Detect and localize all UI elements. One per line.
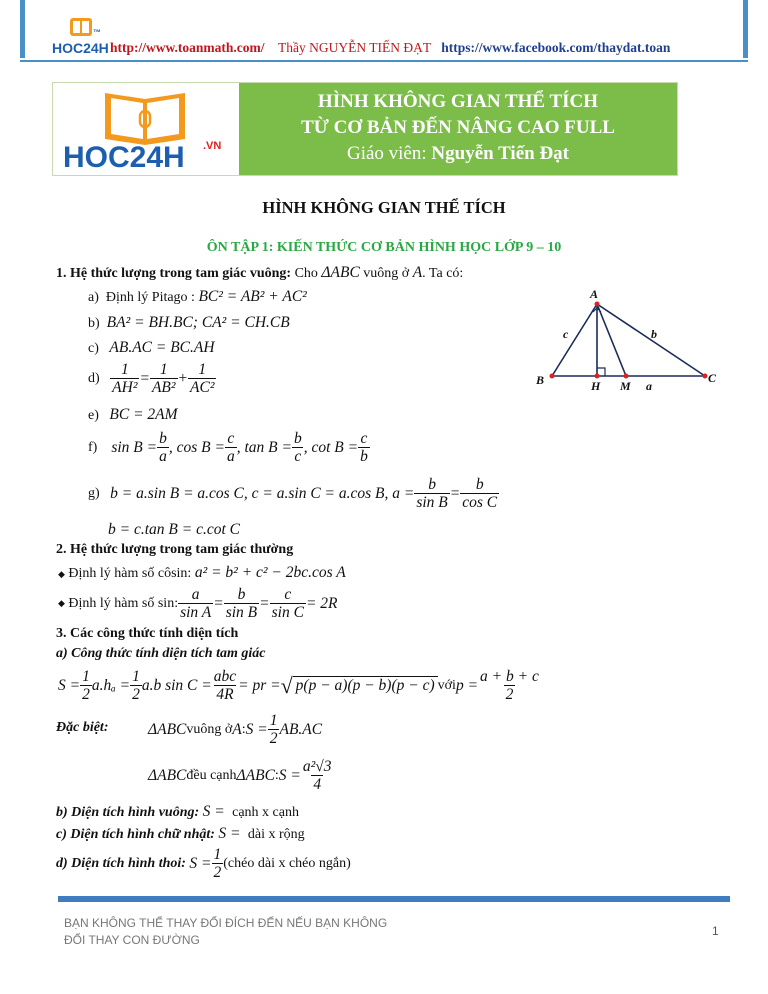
bullet-icon: ◆ bbox=[58, 598, 65, 608]
course-banner bbox=[52, 82, 678, 176]
s3-special-label: Đặc biệt: bbox=[56, 720, 109, 735]
s1-heading: 1. Hệ thức lượng trong tam giác vuông: Cho ΔABC vuông ở A. Ta có: bbox=[56, 264, 464, 281]
label-A: A bbox=[590, 287, 599, 301]
right-triangle-diagram bbox=[530, 284, 720, 394]
label-H: H bbox=[591, 379, 601, 393]
banner-line-1: HÌNH KHÔNG GIAN THỂ TÍCH bbox=[317, 91, 599, 112]
header-brand-text: HOC24H bbox=[52, 40, 109, 56]
s3c-rectangle: c) Diện tích hình chữ nhật: S = dài x rộng bbox=[56, 825, 305, 842]
s3-special-right: ΔABC vuông ở A : S = $\frac{1}{2}$ AB.AC bbox=[148, 712, 323, 747]
point-M bbox=[624, 374, 629, 379]
label-side-b: b bbox=[651, 327, 657, 341]
banner-logo bbox=[53, 83, 239, 175]
banner-line-2: TỪ CƠ BẢN ĐẾN NÂNG CAO FULL bbox=[301, 117, 615, 138]
header-url-toanmath[interactable]: http://www.toanmath.com/ bbox=[110, 40, 265, 55]
s3a-triangle-area: S = $\frac{1}{2}$ a.hₐ = $\frac{1}{2}$ a.b sin C = $\frac{\text{abc}}{4R}$ = pr = √ p(p − a)(p − b)(p − c) với p = $\frac{a + b + c}{2}$ bbox=[58, 668, 539, 703]
header-rule bbox=[20, 60, 748, 62]
banner-title-box bbox=[239, 83, 677, 175]
s1-item-a: a) Định lý Pitago : BC² = AB² + AC² bbox=[88, 288, 307, 305]
label-side-a: a bbox=[646, 379, 652, 393]
page-number: 1 bbox=[712, 924, 719, 938]
header-teacher: Thầy NGUYỄN TIẾN ĐẠT bbox=[278, 40, 432, 55]
section-subtitle: ÔN TẬP 1: KIẾN THỨC CƠ BẢN HÌNH HỌC LỚP 9 – 10 bbox=[206, 240, 562, 255]
point-C bbox=[703, 374, 708, 379]
s1-item-c: c) AB.AC = BC.AH bbox=[88, 339, 215, 356]
s3-heading: 3. Các công thức tính diện tích bbox=[56, 626, 239, 641]
header-links bbox=[110, 40, 670, 56]
s1-item-g-line2: b = c.tan B = c.cot C bbox=[108, 521, 240, 538]
point-H bbox=[595, 374, 600, 379]
banner-teacher-name: Nguyễn Tiến Đạt bbox=[431, 143, 570, 164]
label-C: C bbox=[708, 371, 717, 385]
label-B: B bbox=[536, 373, 545, 387]
s1-item-e: e) BC = 2AM bbox=[88, 406, 178, 423]
banner-book-icon bbox=[53, 83, 239, 175]
header-url-facebook[interactable]: https://www.facebook.com/thaydat.toan bbox=[441, 40, 671, 55]
s1-item-f: f) sin B = $\frac{b}{a}$ , cos B = $\frac{c}{a}$ , tan B = $\frac{b}{c}$ , cot B = $\frac{c}{b}$ bbox=[88, 430, 368, 465]
banner-line-3: Giáo viên: Nguyễn Tiến Đạt bbox=[346, 143, 570, 164]
footer-rule bbox=[58, 896, 730, 902]
s3b-square: b) Diện tích hình vuông: S = cạnh x cạnh bbox=[56, 803, 299, 820]
header-left-bar bbox=[20, 0, 25, 58]
label-M: M bbox=[620, 379, 631, 393]
sqrt-icon: √ bbox=[280, 672, 293, 698]
s2-heading: 2. Hệ thức lượng trong tam giác thường bbox=[56, 542, 294, 557]
s2-cosine-law: ◆ Định lý hàm số côsin: a² = b² + c² − 2bc.cos A bbox=[58, 564, 346, 581]
page-title: HÌNH KHÔNG GIAN THỂ TÍCH bbox=[262, 198, 506, 217]
s1-item-d: d) $\frac{1}{\text{AH²}}$ = $\frac{1}{\text{AB²}}$ + $\frac{1}{\text{AC²}}$ bbox=[88, 361, 215, 396]
label-side-c: c bbox=[563, 327, 569, 341]
header-logo bbox=[52, 16, 118, 56]
s3d-rhombus: d) Diện tích hình thoi: S = $\frac{1}{2}$ (chéo dài x chéo ngắn) bbox=[56, 846, 351, 881]
banner-brand-suffix: .VN bbox=[203, 140, 222, 152]
point-A bbox=[595, 302, 600, 307]
point-B bbox=[550, 374, 555, 379]
s3-special-equilateral: ΔABC đều cạnh ΔABC : S = $\frac{\text{a²√3}}{4}$ bbox=[148, 758, 332, 793]
s3a-heading: a) Công thức tính diện tích tam giác bbox=[56, 646, 266, 661]
s2-sine-law: ◆ Định lý hàm số sin: $\frac{a}{\text{sin A}}$ = $\frac{b}{\text{sin B}}$ = $\frac{c}{\text{sin C}}$ = 2R bbox=[58, 586, 338, 621]
banner-brand-text: HOC24H bbox=[63, 141, 185, 174]
s1-item-b: b) BA² = BH.BC; CA² = CH.CB bbox=[88, 314, 290, 331]
footer-quote: BẠN KHÔNG THỂ THAY ĐỔI ĐÍCH ĐẾN NẾU BẠN KHÔNG ĐỔI THAY CON ĐƯỜNG bbox=[64, 916, 388, 947]
header-right-bar bbox=[743, 0, 748, 58]
bullet-icon: ◆ bbox=[58, 569, 65, 579]
header-brand-tm: ™ bbox=[93, 28, 101, 37]
s1-item-g: g) b = a.sin B = a.cos C, c = a.sin C = a.cos B, a = $\frac{b}{\text{sin B}}$ = $\frac{b}{\text{cos C}}$ bbox=[88, 476, 498, 511]
